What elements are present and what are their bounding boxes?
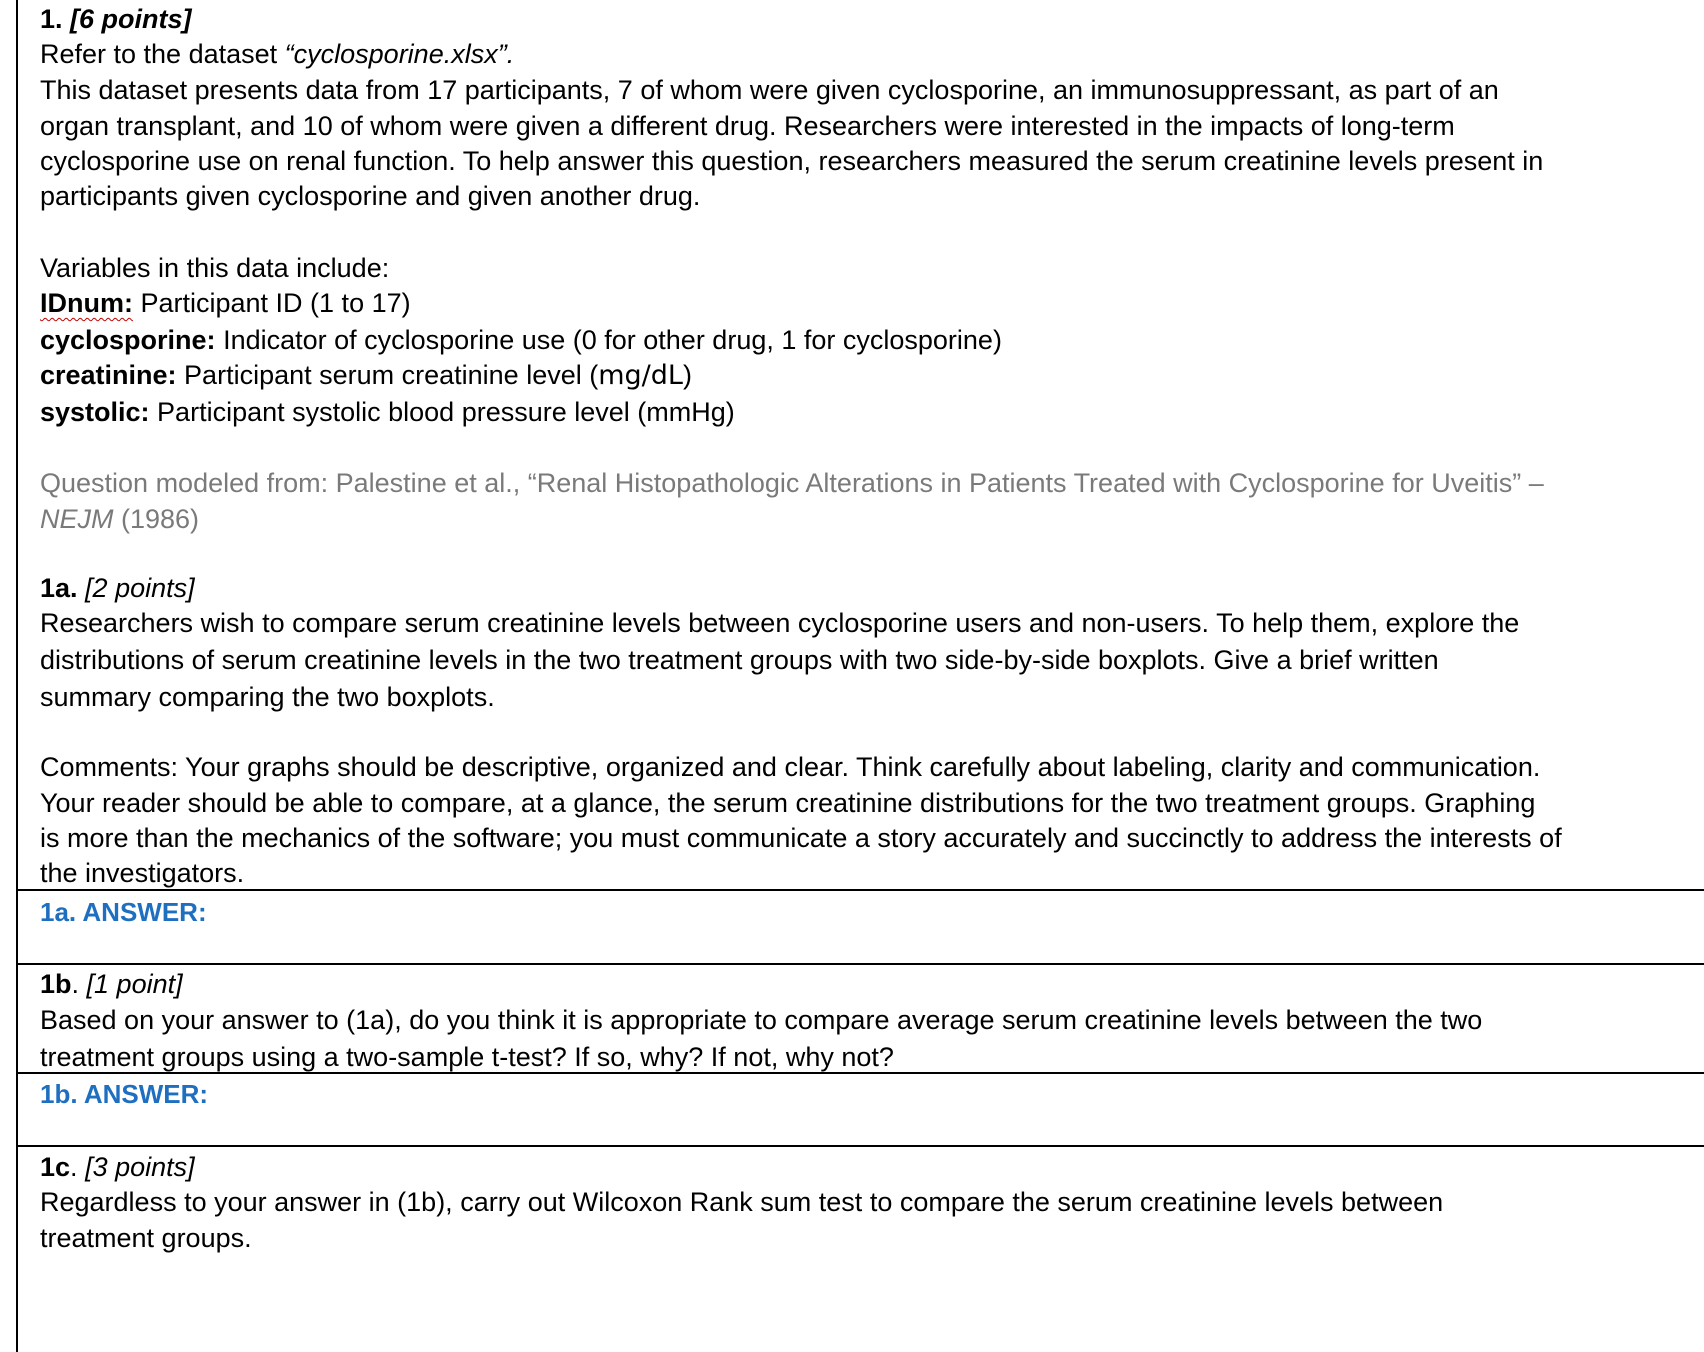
part-c-line: Regardless to your answer in (1b), carry out Wilcoxon Rank sum test to compare the serum creatinine levels between xyxy=(40,1187,1444,1217)
citation-source xyxy=(40,500,199,538)
part-b-line: treatment groups using a two-sample t-test? If so, why? If not, why not? xyxy=(40,1042,894,1072)
variable-creatinine xyxy=(40,356,692,395)
question-table xyxy=(16,0,1704,1352)
part-a-line: distributions of serum creatinine levels in the two treatment groups with two side-by-side boxplots. Give a brief written xyxy=(40,645,1439,675)
part-c-heading xyxy=(40,1148,195,1186)
comments-line: Comments: Your graphs should be descriptive, organized and clear. Think carefully about labeling, clarity and communication. xyxy=(40,752,1541,782)
part-c-cell xyxy=(18,1145,1704,1352)
variable-systolic xyxy=(40,393,735,431)
variable-name: systolic: xyxy=(40,397,150,427)
dataset-name: “cyclosporine.xlsx”. xyxy=(284,39,515,69)
part-b-line: Based on your answer to (1a), do you think it is appropriate to compare average serum creatinine levels between the two xyxy=(40,1005,1483,1035)
variable-idnum xyxy=(40,284,411,322)
question-number: 1. xyxy=(40,4,63,34)
variable-name: IDnum: xyxy=(40,288,133,318)
part-a-line: Researchers wish to compare serum creatinine levels between cyclosporine users and non-users. To help them, explore the xyxy=(40,608,1520,638)
description-line: This dataset presents data from 17 participants, 7 of whom were given cyclosporine, an immunosuppressant, as part of an xyxy=(40,75,1499,105)
part-a-line: summary comparing the two boxplots. xyxy=(40,682,495,712)
part-a-points: [2 points] xyxy=(77,573,195,603)
part-b-heading xyxy=(40,965,183,1003)
citation-journal: NEJM xyxy=(40,504,114,534)
variable-name: cyclosporine: xyxy=(40,325,216,355)
variable-desc-end: ) xyxy=(682,360,692,390)
variable-unit: mg/dL xyxy=(598,360,683,391)
variable-desc: Participant ID (1 to 17) xyxy=(132,288,411,318)
part-b-label: 1b xyxy=(40,969,72,999)
citation-line: Question modeled from: Palestine et al., “Renal Histopathologic Alterations in Patients Treated with Cyclosporine for Uveitis” – xyxy=(40,468,1544,498)
part-b-cell xyxy=(18,963,1704,1074)
comments-line: Your reader should be able to compare, at a glance, the serum creatinine distributions for the two treatment groups. Graphing xyxy=(40,788,1536,818)
part-a-heading xyxy=(40,569,195,607)
answer-1b-label: 1b. ANSWER: xyxy=(40,1079,209,1109)
part-c-label: 1c xyxy=(40,1152,71,1182)
part-a-label: 1a. xyxy=(40,573,78,603)
variable-desc: Participant systolic blood pressure level (mmHg) xyxy=(149,397,735,427)
description-line: organ transplant, and 10 of whom were given a different drug. Researchers were interested in the impacts of long-term xyxy=(40,111,1455,141)
part-b-points: [1 point] xyxy=(79,969,183,999)
question-heading xyxy=(40,0,192,38)
question-points: [6 points] xyxy=(70,4,192,34)
description-line: participants given cyclosporine and given another drug. xyxy=(40,181,701,211)
comments-line: is more than the mechanics of the software; you must communicate a story accurately and succinctly to address the interests of xyxy=(40,823,1562,853)
dataset-prefix: Refer to the dataset xyxy=(40,39,285,69)
variable-desc: Participant serum creatinine level ( xyxy=(176,360,599,390)
comments-line: the investigators. xyxy=(40,858,245,888)
part-c-points: [3 points] xyxy=(77,1152,195,1182)
variables-heading: Variables in this data include: xyxy=(40,253,390,283)
dataset-reference xyxy=(40,35,514,73)
variable-desc: Indicator of cyclosporine use (0 for other drug, 1 for cyclosporine) xyxy=(215,325,1002,355)
variable-name: creatinine: xyxy=(40,360,177,390)
part-c-line: treatment groups. xyxy=(40,1223,252,1253)
question-cell xyxy=(18,0,1704,890)
variable-cyclosporine xyxy=(40,321,1002,359)
part-c-label-dot: . xyxy=(70,1152,78,1182)
citation-year: (1986) xyxy=(113,504,200,534)
part-b-label-dot: . xyxy=(71,969,80,999)
answer-1b-cell[interactable] xyxy=(18,1072,1704,1147)
description-line: cyclosporine use on renal function. To help answer this question, researchers measured the serum creatinine levels present in xyxy=(40,146,1544,176)
answer-1a-label: 1a. ANSWER: xyxy=(40,897,207,927)
answer-1a-cell[interactable] xyxy=(18,889,1704,964)
